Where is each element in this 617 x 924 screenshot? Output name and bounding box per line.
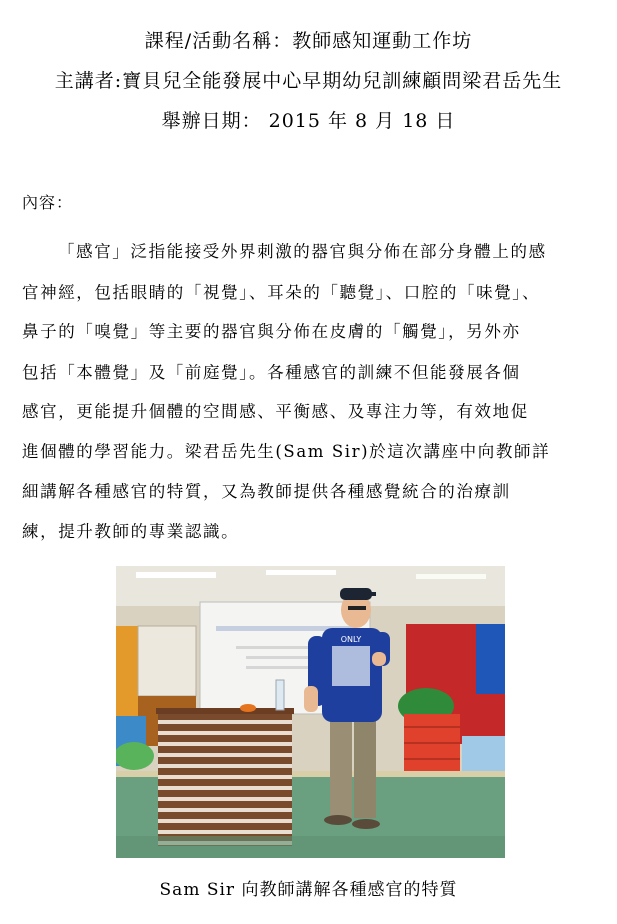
content-label: 內容： (22, 193, 74, 212)
shirt-text: ONLY (340, 635, 362, 644)
paragraph-line: 包括「本體覺」及「前庭覺」。各種感官的訓練不但能發展各個 (22, 363, 521, 382)
paragraph-line: 練，提升教師的專業認識。 (22, 522, 240, 541)
event-date: 舉辦日期： 2015 年 8 月 18 日 (161, 110, 456, 132)
paragraph-line: 「感官」泛指能接受外界刺激的器官與分佈在部分身體上的感 (58, 242, 547, 261)
paragraph-line: 鼻子的「嗅覺」等主要的器官與分佈在皮膚的「觸覺」，另外亦 (22, 322, 521, 341)
paragraph-line: 細講解各種感官的特質，又為教師提供各種感覺統合的治療訓 (22, 482, 511, 501)
activity-title: 課程/活動名稱：教師感知運動工作坊 (144, 30, 473, 52)
podium (158, 712, 292, 846)
paragraph-line: 感官，更能提升個體的空間感、平衡感、及專注力等，有效地促 (22, 402, 529, 421)
speaker-line: 主講者:寶貝兒全能發展中心早期幼兒訓練顧問梁君岳先生 (54, 70, 563, 92)
paragraph-line: 進個體的學習能力。梁君岳先生(Sam Sir)於這次講座中向教師詳 (22, 442, 551, 461)
photo-caption: Sam Sir 向教師講解各種感官的特質 (159, 880, 458, 900)
paragraph-line: 官神經，包括眼睛的「視覺」、耳朵的「聽覺」、口腔的「味覺」、 (22, 283, 541, 302)
workshop-photo (116, 566, 505, 858)
